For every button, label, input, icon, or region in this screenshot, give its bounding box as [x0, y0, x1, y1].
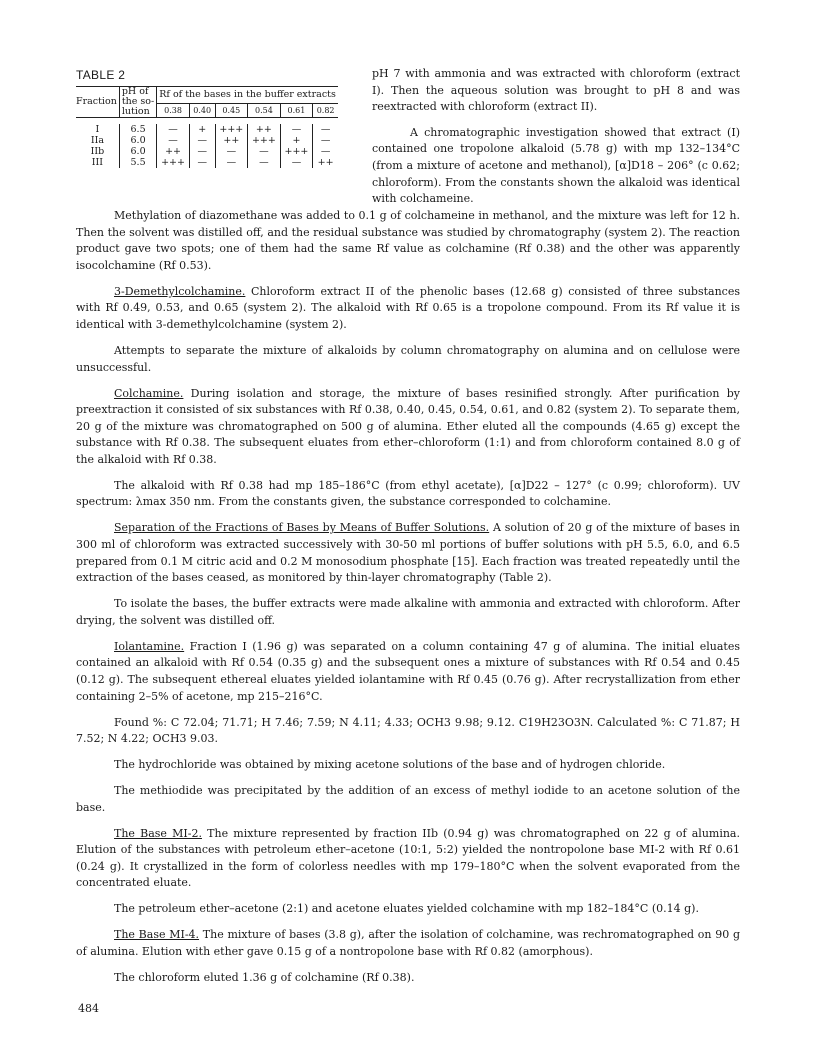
- section-heading: 3-Demethylcolchamine.: [114, 284, 246, 298]
- rf-col-6: 0.82: [313, 104, 338, 118]
- paragraph: The methiodide was precipitated by the addition of an excess of methyl iodide to an acetone solution of the base.: [76, 784, 740, 814]
- table-row: IIa 6.0 — — ++ +++ + —: [76, 135, 338, 146]
- table-title: TABLE 2: [76, 68, 126, 82]
- right-column-text: [372, 66, 740, 208]
- rf-col-5: 0.61: [280, 104, 313, 118]
- table-2: [76, 86, 338, 168]
- section-heading: Iolantamine.: [114, 639, 185, 653]
- table-row: I 6.5 — + +++ ++ — —: [76, 124, 338, 135]
- table-row: III 5.5 +++ — — — — ++: [76, 157, 338, 168]
- paragraph: Separation of the Fractions of Bases by Means of Buffer Solutions. A solution of 20 g of the mixture of bases in 300 ml of chloroform was extracted successively with 30-50 ml portions of buffer solutions with pH 5.5, 6.0, and 6.5 prepared from 0.1 M citric acid and 0.2 M monosodium phosphate [15]. Each fraction was treated repeatedly until the extraction of the bases ceased, as monitored by thin-layer chromatography (Table 2).: [76, 521, 740, 585]
- paragraph: Iolantamine. Fraction I (1.96 g) was separated on a column containing 47 g of alumina. The initial eluates contained an alkaloid with Rf 0.54 (0.35 g) and the subsequent ones a mixture of substances with Rf 0.54 and 0.45 (0.12 g). The subsequent ethereal eluates yielded iolantamine with Rf 0.45 (0.76 g). After recrystallization from ether containing 2–5% of acetone, mp 215–216°C.: [76, 639, 740, 703]
- section-heading: The Base MI-4.: [114, 928, 200, 942]
- paragraph: The Base MI-2. The mixture represented by fraction IIb (0.94 g) was chromatographed on 22 g of alumina. Elution of the substances with petroleum ether–acetone (10:1, 5:2) yielded the nontropolone base MI-2 with Rf 0.61 (0.24 g). It crystallized in the form of colorless needles with mp 179–180°C when the solvent evaporated from the concentrated eluate.: [76, 826, 740, 890]
- page-number: 484: [78, 1002, 99, 1015]
- paragraph: 3-Demethylcolchamine. Chloroform extract II of the phenolic bases (12.68 g) consisted of three substances with Rf 0.49, 0.53, and 0.65 (system 2). The alkaloid with Rf 0.65 is a tropolone compound. From its Rf value it is identical with 3-demethylcolchamine (system 2).: [76, 284, 740, 331]
- section-heading: Separation of the Fractions of Bases by Means of Buffer Solutions.: [114, 521, 490, 535]
- ph-header: pH of the so- lution: [119, 87, 156, 118]
- paragraph: To isolate the bases, the buffer extracts were made alkaline with ammonia and extracted with chloroform. After drying, the solvent was distilled off.: [76, 597, 740, 627]
- paragraph: Colchamine. During isolation and storage, the mixture of bases resinified strongly. After purification by preextraction it consisted of six substances with Rf 0.38, 0.40, 0.45, 0.54, 0.61, and 0.82 (system 2). To separate them, 20 g of the mixture was chromatographed on 500 g of alumina. Ether eluted all the compounds (4.65 g) except the substance with Rf 0.38. The subsequent eluates from ether–chloroform (1:1) and from chloroform contained 8.0 g of the alkaloid with Rf 0.38.: [76, 386, 740, 466]
- rf-col-4: 0.54: [248, 104, 281, 118]
- paragraph: Methylation of diazomethane was added to 0.1 g of colchameine in methanol, and the mixture was left for 12 h. Then the solvent was distilled off, and the residual substance was studied by chromatography (system 2). The reaction product gave two spots; one of them had the same Rf value as colchamine (Rf 0.38) and the other was apparently isocolchamine (Rf 0.53).: [76, 209, 740, 272]
- section-heading: Colchamine.: [114, 386, 184, 400]
- section-heading: The Base MI-2.: [114, 826, 202, 840]
- rf-col-3: 0.45: [215, 104, 248, 118]
- table-row: IIb 6.0 ++ — — — +++ —: [76, 146, 338, 157]
- body-text: [76, 208, 740, 996]
- paragraph: pH 7 with ammonia and was extracted with chloroform (extract I). Then the aqueous solution was brought to pH 8 and was reextracted with chloroform (extract II).: [372, 67, 740, 114]
- rf-col-2: 0.40: [189, 104, 215, 118]
- paragraph: A chromatographic investigation showed that extract (I) contained one tropolone alkaloid (5.78 g) with mp 132–134°C (from a mixture of acetone and methanol), [α]D18 – 206° (c 0.62; chloroform). From the constants shown the alkaloid was identical with colchameine.: [372, 125, 740, 206]
- rf-col-1: 0.38: [157, 104, 190, 118]
- paragraph: Attempts to separate the mixture of alkaloids by column chromatography on alumina and on cellulose were unsuccessful.: [76, 343, 740, 374]
- fraction-header: Fraction: [76, 87, 119, 118]
- paragraph: The chloroform eluted 1.36 g of colchamine (Rf 0.38).: [114, 971, 415, 985]
- rf-header: Rf of the bases in the buffer extracts: [157, 87, 338, 104]
- paragraph: The alkaloid with Rf 0.38 had mp 185–186°C (from ethyl acetate), [α]D22 – 127° (c 0.99; chloroform). UV spectrum: λmax 350 nm. From the constants given, the substance corresponded to colchamine.: [76, 478, 740, 509]
- paragraph: The Base MI-4. The mixture of bases (3.8 g), after the isolation of colchamine, was rechromatographed on 90 g of alumina. Elution with ether gave 0.15 g of a nontropolone base with Rf 0.82 (amorphous).: [76, 928, 741, 959]
- paragraph: The hydrochloride was obtained by mixing acetone solutions of the base and of hydrogen chloride.: [114, 758, 666, 772]
- paragraph: Found %: C 72.04; 71.71; H 7.46; 7.59; N 4.11; 4.33; OCH3 9.98; 9.12. C19H23O3N. Calculated %: C 71.87; H 7.52; N 4.22; OCH3 9.03.: [76, 715, 740, 746]
- paragraph: The petroleum ether–acetone (2:1) and acetone eluates yielded colchamine with mp 182–184°C (0.14 g).: [114, 902, 699, 916]
